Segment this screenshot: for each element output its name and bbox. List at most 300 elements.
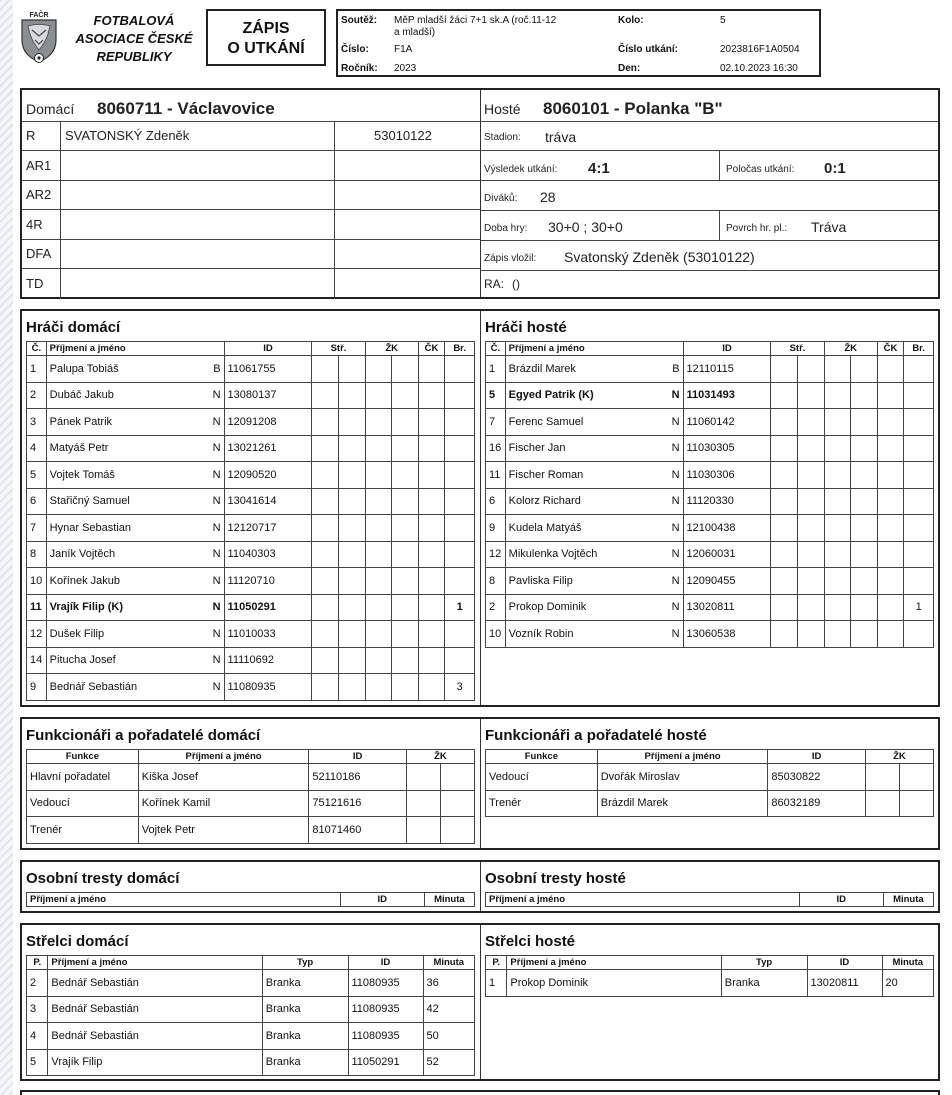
player-empty-cell — [392, 621, 419, 648]
player-goals — [445, 462, 475, 489]
player-name-cell — [46, 674, 224, 701]
functionary-row — [27, 790, 475, 817]
player-empty-cell — [771, 621, 798, 648]
player-name-cell — [505, 382, 683, 409]
scorers-header-row — [486, 956, 934, 970]
document-title — [206, 9, 326, 66]
scorer-name: Vrajík Filip — [48, 1049, 262, 1076]
result-label: Výsledek utkání: — [484, 164, 558, 175]
players-header-row — [27, 342, 475, 356]
player-goals — [445, 541, 475, 568]
col-id: ID — [807, 956, 882, 970]
player-type: N — [671, 495, 680, 508]
player-empty-cell — [824, 594, 851, 621]
spectators-value: 28 — [540, 189, 556, 205]
away-functionaries-title: Funkcionáři a pořadatelé hosté — [485, 727, 707, 744]
season-label: Ročník: — [341, 63, 378, 74]
col-type: Typ — [262, 956, 348, 970]
col-id: ID — [348, 956, 423, 970]
player-id: 11120710 — [224, 568, 312, 595]
player-id: 13020811 — [683, 594, 771, 621]
scorer-row — [27, 970, 475, 997]
player-name: Prokop Dominik — [508, 601, 587, 614]
scorer-name: Prokop Dominik — [507, 970, 721, 997]
col-name: Příjmení a jméno — [48, 956, 262, 970]
duration-value: 30+0 ; 30+0 — [548, 219, 623, 235]
official-row — [22, 121, 480, 151]
player-empty-cell — [392, 594, 419, 621]
col-minute: Minuta — [882, 956, 933, 970]
player-name-cell — [505, 462, 683, 489]
player-empty-cell — [312, 594, 339, 621]
col-red: ČK — [877, 342, 904, 356]
functionary-empty-cell — [900, 764, 934, 791]
player-empty-cell — [824, 409, 851, 436]
duration-row — [481, 211, 938, 241]
player-goals — [445, 621, 475, 648]
players-header-row — [486, 342, 934, 356]
org-line-3: REPUBLIKY — [96, 49, 172, 64]
col-goals: Stř. — [312, 342, 365, 356]
official-role: 4R — [26, 216, 43, 232]
player-type: N — [671, 389, 680, 402]
stadium-row — [481, 121, 938, 151]
player-row — [486, 621, 934, 648]
player-goals — [445, 435, 475, 462]
player-name-cell — [505, 568, 683, 595]
player-number: 2 — [27, 382, 47, 409]
official-row — [22, 210, 480, 240]
col-type: Typ — [721, 956, 807, 970]
player-id: 12091208 — [224, 409, 312, 436]
away-team-name: 8060101 - Polanka "B" — [543, 99, 723, 118]
player-type: N — [212, 442, 221, 455]
player-empty-cell — [877, 621, 904, 648]
col-minute: Minuta — [424, 893, 474, 907]
scorer-minute: 36 — [423, 970, 474, 997]
official-role: AR2 — [26, 187, 52, 202]
player-empty-cell — [877, 488, 904, 515]
player-type: N — [212, 495, 221, 508]
player-type: N — [212, 415, 221, 428]
player-goals — [445, 356, 475, 383]
player-empty-cell — [851, 515, 878, 542]
col-id: ID — [309, 750, 407, 764]
player-id: 13021261 — [224, 435, 312, 462]
player-empty-cell — [851, 488, 878, 515]
player-row — [27, 435, 475, 462]
away-players-table — [485, 341, 934, 648]
home-players-title: Hráči domácí — [26, 319, 121, 336]
player-empty-cell — [824, 488, 851, 515]
functionary-empty-cell — [865, 764, 900, 791]
home-label: Domácí — [26, 101, 75, 117]
player-empty-cell — [365, 568, 392, 595]
player-row — [486, 488, 934, 515]
player-goals — [904, 515, 934, 542]
player-name: Egyed Patrik (K) — [508, 389, 594, 402]
player-name-cell — [46, 462, 224, 489]
player-type: N — [212, 548, 221, 561]
player-id: 11060142 — [683, 409, 771, 436]
player-empty-cell — [312, 435, 339, 462]
player-empty-cell — [365, 621, 392, 648]
player-type: N — [212, 601, 221, 614]
player-id: 11031493 — [683, 382, 771, 409]
player-empty-cell — [392, 356, 419, 383]
away-info-side — [480, 90, 938, 297]
player-id: 12090520 — [224, 462, 312, 489]
player-empty-cell — [418, 462, 445, 489]
player-row — [486, 541, 934, 568]
player-empty-cell — [312, 382, 339, 409]
player-empty-cell — [418, 568, 445, 595]
player-empty-cell — [798, 435, 825, 462]
player-name: Bednář Sebastián — [49, 680, 138, 693]
player-empty-cell — [877, 356, 904, 383]
date-label: Den: — [618, 63, 641, 74]
player-empty-cell — [418, 541, 445, 568]
entered-by-value: Svatonský Zdeněk (53010122) — [564, 249, 755, 265]
col-minute: Minuta — [423, 956, 474, 970]
scorer-order: 5 — [27, 1049, 48, 1076]
player-empty-cell — [312, 568, 339, 595]
player-type: N — [671, 468, 680, 481]
scorer-type: Branka — [262, 970, 348, 997]
home-penalties-table — [26, 892, 475, 907]
surface-label: Povrch hr. pl.: — [726, 223, 788, 234]
stadium-label: Stadion: — [484, 132, 521, 143]
away-scorers-title: Střelci hosté — [485, 933, 576, 950]
officials-divider-2 — [334, 121, 335, 299]
home-officials-side — [22, 90, 480, 297]
entered-by-label: Zápis vložil: — [484, 253, 537, 264]
player-type: N — [212, 389, 221, 402]
player-empty-cell — [418, 382, 445, 409]
player-name: Kořínek Jakub — [49, 574, 120, 587]
player-number: 9 — [486, 515, 506, 542]
ra-label: RA: — [484, 277, 505, 291]
player-number: 10 — [27, 568, 47, 595]
player-empty-cell — [798, 488, 825, 515]
penalties-block — [20, 860, 940, 913]
competition-value-1: MěP mladší žáci 7+1 sk.A (roč.11-12 — [394, 15, 557, 26]
player-number: 3 — [27, 409, 47, 436]
away-penalties-title: Osobní tresty hosté — [485, 870, 626, 887]
surface-value: Tráva — [811, 219, 847, 235]
home-penalties-side — [22, 862, 480, 911]
functionary-role: Hlavní pořadatel — [27, 764, 139, 791]
player-name: Kolorz Richard — [508, 495, 581, 508]
player-row — [486, 356, 934, 383]
player-name: Pavliska Filip — [508, 574, 573, 587]
col-role: Funkce — [27, 750, 139, 764]
player-row — [27, 674, 475, 701]
away-label: Hosté — [484, 101, 521, 117]
officials-divider-1 — [60, 121, 61, 299]
player-type: B — [672, 362, 680, 375]
scorer-minute: 52 — [423, 1049, 474, 1076]
player-empty-cell — [851, 356, 878, 383]
col-yellow: ŽK — [406, 750, 474, 764]
player-empty-cell — [824, 515, 851, 542]
player-empty-cell — [418, 356, 445, 383]
scorer-order: 1 — [486, 970, 507, 997]
player-row — [486, 515, 934, 542]
player-name: Fischer Roman — [508, 468, 584, 481]
home-players-side — [22, 311, 480, 705]
player-empty-cell — [418, 515, 445, 542]
player-empty-cell — [877, 541, 904, 568]
player-name-cell — [46, 382, 224, 409]
player-name: Ferenc Samuel — [508, 415, 584, 428]
player-empty-cell — [877, 435, 904, 462]
away-team-row — [481, 90, 938, 122]
player-name-cell — [46, 488, 224, 515]
player-empty-cell — [392, 382, 419, 409]
scorer-id: 11080935 — [348, 1023, 423, 1050]
player-name-cell — [505, 594, 683, 621]
player-goals — [445, 488, 475, 515]
player-id: 13041614 — [224, 488, 312, 515]
player-id: 11030305 — [683, 435, 771, 462]
player-empty-cell — [418, 594, 445, 621]
player-type: N — [671, 601, 680, 614]
player-empty-cell — [771, 594, 798, 621]
player-row — [486, 382, 934, 409]
player-empty-cell — [365, 462, 392, 489]
functionary-empty-cell — [406, 790, 441, 817]
col-name: Příjmení a jméno — [27, 893, 341, 907]
official-role: DFA — [26, 246, 52, 261]
player-row — [486, 568, 934, 595]
col-yellow: ŽK — [365, 342, 418, 356]
player-type: B — [213, 362, 221, 375]
player-number: 1 — [27, 356, 47, 383]
player-row — [27, 621, 475, 648]
away-players-side — [480, 311, 938, 705]
player-empty-cell — [392, 674, 419, 701]
player-name: Hynar Sebastian — [49, 521, 131, 534]
player-empty-cell — [798, 409, 825, 436]
player-row — [27, 356, 475, 383]
player-empty-cell — [339, 382, 366, 409]
player-goals — [904, 382, 934, 409]
player-empty-cell — [824, 462, 851, 489]
result-divider — [719, 151, 720, 180]
player-empty-cell — [365, 541, 392, 568]
player-type: N — [212, 680, 221, 693]
player-name-cell — [46, 356, 224, 383]
match-number-value: 2023816F1A0504 — [720, 44, 800, 55]
player-name: Kudela Matyáš — [508, 521, 582, 534]
next-block-edge — [20, 1090, 940, 1095]
functionary-empty-cell — [406, 817, 441, 844]
penalties-header-row — [27, 893, 475, 907]
player-empty-cell — [392, 515, 419, 542]
player-number: 8 — [27, 541, 47, 568]
player-empty-cell — [365, 647, 392, 674]
home-functionaries-table — [26, 749, 475, 844]
halftime-label: Poločas utkání: — [726, 164, 795, 175]
player-name-cell — [46, 594, 224, 621]
player-empty-cell — [798, 541, 825, 568]
scorer-id: 13020811 — [807, 970, 882, 997]
player-id: 11110692 — [224, 647, 312, 674]
player-number: 2 — [486, 594, 506, 621]
player-name-cell — [46, 515, 224, 542]
player-number: 6 — [27, 488, 47, 515]
player-name: Dušek Filip — [49, 627, 105, 640]
functionary-empty-cell — [900, 790, 934, 817]
player-empty-cell — [771, 382, 798, 409]
player-empty-cell — [418, 621, 445, 648]
scorer-minute: 50 — [423, 1023, 474, 1050]
player-empty-cell — [392, 488, 419, 515]
player-empty-cell — [877, 462, 904, 489]
home-players-table — [26, 341, 475, 701]
official-id: 53010122 — [374, 128, 432, 143]
player-number: 4 — [27, 435, 47, 462]
player-empty-cell — [392, 647, 419, 674]
player-name-cell — [505, 488, 683, 515]
player-empty-cell — [365, 356, 392, 383]
player-id: 11030306 — [683, 462, 771, 489]
col-name: Příjmení a jméno — [46, 342, 224, 356]
org-line-2: ASOCIACE ČESKÉ — [75, 31, 193, 46]
player-number: 5 — [486, 382, 506, 409]
functionary-name: Vojtek Petr — [138, 817, 309, 844]
player-empty-cell — [798, 621, 825, 648]
ra-row — [481, 271, 938, 298]
player-empty-cell — [365, 674, 392, 701]
player-row — [486, 409, 934, 436]
scorer-id: 11080935 — [348, 970, 423, 997]
player-number: 6 — [486, 488, 506, 515]
player-goals: 1 — [445, 594, 475, 621]
player-empty-cell — [798, 594, 825, 621]
official-name: SVATONSKÝ Zdeněk — [65, 128, 190, 143]
player-empty-cell — [771, 409, 798, 436]
functionary-id: 86032189 — [768, 790, 866, 817]
away-penalties-table — [485, 892, 934, 907]
official-role: R — [26, 128, 36, 143]
player-row — [27, 568, 475, 595]
player-empty-cell — [339, 462, 366, 489]
player-number: 5 — [27, 462, 47, 489]
official-row — [22, 180, 480, 210]
player-row — [27, 488, 475, 515]
functionaries-block — [20, 717, 940, 850]
player-id: 11010033 — [224, 621, 312, 648]
player-empty-cell — [312, 409, 339, 436]
player-empty-cell — [851, 382, 878, 409]
official-row — [22, 151, 480, 181]
player-empty-cell — [312, 541, 339, 568]
player-empty-cell — [798, 356, 825, 383]
player-goals: 1 — [904, 594, 934, 621]
result-value: 4:1 — [588, 160, 610, 177]
page-edge-pattern — [0, 0, 13, 1095]
number-label: Číslo: — [341, 44, 369, 55]
competition-label: Soutěž: — [341, 15, 378, 26]
functionary-empty-cell — [441, 790, 475, 817]
scorer-row — [486, 970, 934, 997]
col-order: P. — [27, 956, 48, 970]
player-name: Pitucha Josef — [49, 654, 116, 667]
player-name-cell — [505, 515, 683, 542]
player-empty-cell — [824, 568, 851, 595]
player-empty-cell — [824, 435, 851, 462]
doc-title-line-1: ZÁPIS — [242, 20, 290, 37]
player-row — [27, 594, 475, 621]
away-scorers-side — [480, 925, 938, 1079]
player-empty-cell — [798, 382, 825, 409]
scorer-type: Branka — [262, 1023, 348, 1050]
official-role: TD — [26, 275, 44, 291]
player-name-cell — [46, 647, 224, 674]
player-empty-cell — [365, 515, 392, 542]
functionary-name: Dvořák Miroslav — [597, 764, 768, 791]
player-empty-cell — [418, 409, 445, 436]
player-name: Palupa Tobiáš — [49, 362, 119, 375]
functionary-row — [27, 817, 475, 844]
player-empty-cell — [339, 541, 366, 568]
player-name: Dubáč Jakub — [49, 389, 114, 402]
home-scorers-title: Střelci domácí — [26, 933, 129, 950]
player-empty-cell — [392, 462, 419, 489]
player-number: 10 — [486, 621, 506, 648]
player-empty-cell — [771, 541, 798, 568]
player-goals — [904, 435, 934, 462]
player-name-cell — [46, 409, 224, 436]
scorer-row — [27, 996, 475, 1023]
svg-text:FAČR: FAČR — [29, 12, 49, 19]
ra-value: () — [512, 277, 520, 291]
away-penalties-side — [480, 862, 938, 911]
penalties-header-row — [486, 893, 934, 907]
player-empty-cell — [824, 621, 851, 648]
player-name-cell — [505, 435, 683, 462]
home-scorers-table — [26, 955, 475, 1076]
player-row — [486, 462, 934, 489]
col-name: Příjmení a jméno — [507, 956, 721, 970]
player-empty-cell — [339, 674, 366, 701]
spectators-row — [481, 181, 938, 211]
player-type: N — [671, 627, 680, 640]
away-functionaries-side — [480, 719, 938, 848]
col-goals: Stř. — [771, 342, 824, 356]
player-empty-cell — [771, 356, 798, 383]
scorer-minute: 42 — [423, 996, 474, 1023]
player-empty-cell — [877, 568, 904, 595]
functionary-id: 75121616 — [309, 790, 407, 817]
result-row — [481, 151, 938, 181]
player-name-cell — [46, 568, 224, 595]
player-type: N — [212, 654, 221, 667]
player-id: 11120330 — [683, 488, 771, 515]
entered-by-row — [481, 241, 938, 271]
player-id: 12060031 — [683, 541, 771, 568]
player-empty-cell — [798, 568, 825, 595]
player-empty-cell — [312, 515, 339, 542]
functionary-empty-cell — [406, 764, 441, 791]
player-empty-cell — [824, 356, 851, 383]
player-type: N — [671, 548, 680, 561]
player-name: Pánek Patrik — [49, 415, 113, 428]
player-goals — [445, 568, 475, 595]
player-empty-cell — [339, 647, 366, 674]
